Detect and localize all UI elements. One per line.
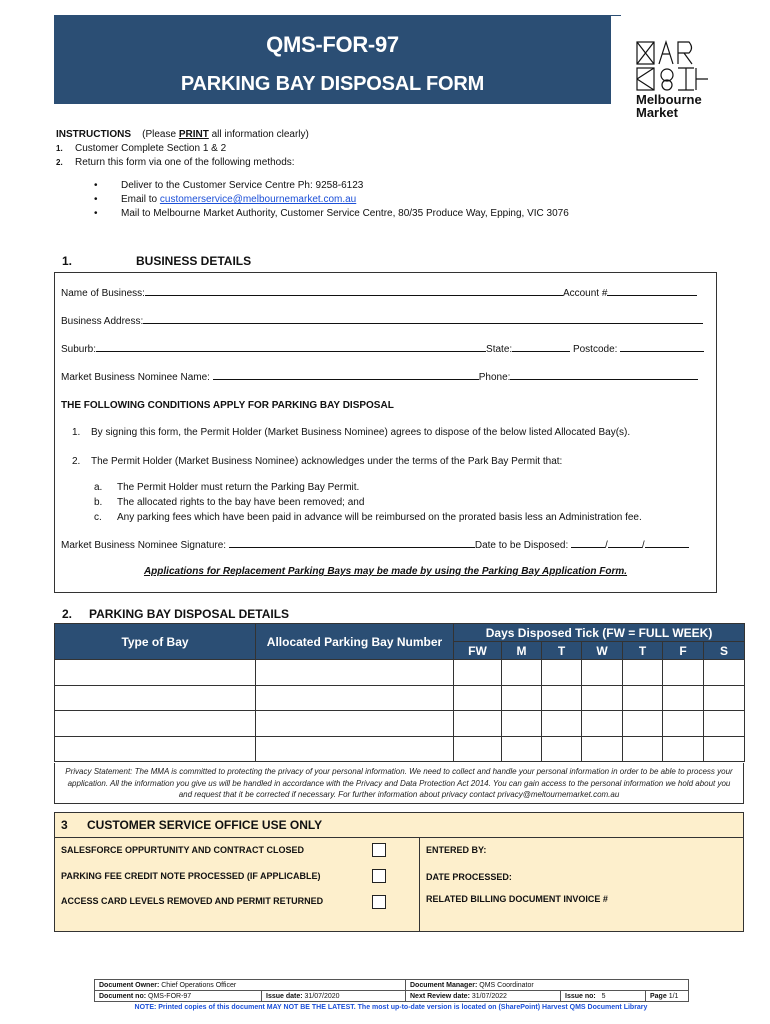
section3-number: 3 [61,818,68,832]
type-of-bay-cell[interactable] [55,711,256,737]
form-title: PARKING BAY DISPOSAL FORM [180,73,485,95]
table-row [55,660,745,686]
day-cell[interactable] [454,711,502,737]
business-address-label: Business Address: [61,316,144,327]
instruction-step [56,143,226,154]
suburb-field[interactable] [96,343,486,352]
day-cell[interactable] [502,660,542,686]
day-cell[interactable] [623,685,663,711]
day-header-fw: FW [454,642,502,660]
date-month-field[interactable] [608,539,642,548]
disposal-details-table [54,623,745,762]
method-deliver-text: Deliver to the Customer Service Centre Ph: 9258-6123 [121,180,364,191]
office-use-box [54,812,744,932]
salesforce-item: SALESFORCE OPPURTUNITY AND CONTRACT CLOSED [61,845,305,855]
doc-owner-value: Chief Operations Officer [161,981,237,989]
name-of-business-field[interactable] [145,287,563,296]
table-row [55,736,745,762]
page-label: Page [650,992,667,1000]
day-cell[interactable] [502,736,542,762]
day-cell[interactable] [704,685,745,711]
logo-word-line2: Market [636,105,678,120]
instruction-step [56,157,295,168]
day-cell[interactable] [454,736,502,762]
suburb-row [61,343,704,355]
subcondition-text: The allocated rights to the bay have been removed; and [117,497,365,508]
subcondition-item [94,482,359,493]
col-header-allocated-bay: Allocated Parking Bay Number [256,624,454,660]
section2-title: PARKING BAY DISPOSAL DETAILS [89,607,290,621]
phone-label: Phone: [478,372,511,383]
day-header-mon: M [502,642,542,660]
day-cell[interactable] [623,660,663,686]
day-cell[interactable] [663,711,704,737]
page-cell [646,991,689,1002]
day-cell[interactable] [542,736,582,762]
business-address-field[interactable] [143,315,703,324]
step-text: Customer Complete Section 1 & 2 [75,143,227,154]
date-day-field[interactable] [571,539,605,548]
access-card-item: ACCESS CARD LEVELS REMOVED AND PERMIT RETURNED [61,896,324,906]
state-label: State: [486,344,513,355]
subcondition-item [94,497,364,508]
date-disposed-label: Date to be Disposed: [474,540,569,551]
table-row [55,685,745,711]
table-row [55,711,745,737]
subcondition-item [94,512,642,523]
condition-number: 1. [72,427,81,438]
credit-note-item: PARKING FEE CREDIT NOTE PROCESSED (IF APPLICABLE) [61,871,321,881]
doc-manager-value: QMS Coordinator [479,981,534,989]
business-address-row [61,315,703,327]
review-date-cell [406,991,561,1002]
entered-by-label: ENTERED BY: [426,845,487,855]
type-of-bay-cell[interactable] [55,736,256,762]
col-header-days-disposed: Days Disposed Tick (FW = FULL WEEK) [454,624,745,642]
day-cell[interactable] [623,736,663,762]
nominee-name-label: Market Business Nominee Name: [61,372,210,383]
col-header-type-of-bay: Type of Bay [55,624,256,660]
method-mail-text: Mail to Melbourne Market Authority, Customer Service Centre, 80/35 Produce Way, Epping, VIC 3076 [121,208,569,219]
day-cell[interactable] [663,685,704,711]
day-cell[interactable] [582,711,623,737]
signature-row [61,539,689,551]
doc-manager-label: Document Manager: [410,981,478,989]
allocated-bay-cell[interactable] [256,711,454,737]
type-of-bay-cell[interactable] [55,660,256,686]
subcondition-text: The Permit Holder must return the Parking Bay Permit. [117,482,360,493]
date-year-field[interactable] [645,539,689,548]
step-number: 2. [56,158,63,167]
section3-title: CUSTOMER SERVICE OFFICE USE ONLY [87,818,323,832]
doc-manager-cell [406,980,689,991]
day-header-thu: T [623,642,663,660]
day-header-tue: T [542,642,582,660]
issue-no-cell [561,991,646,1002]
allocated-bay-cell[interactable] [256,660,454,686]
day-cell[interactable] [704,660,745,686]
doc-number-value: QMS-FOR-97 [148,992,192,1000]
issue-date-cell [262,991,406,1002]
condition-text: The Permit Holder (Market Business Nominee) acknowledges under the terms of the Park Bay Permit that: [91,456,563,467]
step-number: 1. [56,144,63,153]
nominee-name-field[interactable] [213,371,479,380]
day-cell[interactable] [704,736,745,762]
day-cell[interactable] [704,711,745,737]
day-cell[interactable] [663,736,704,762]
instructions-note-post: all information clearly) [208,129,309,140]
signature-label: Market Business Nominee Signature: [61,540,227,551]
doc-number-cell [95,991,262,1002]
issue-date-label: Issue date: [266,992,303,1000]
page-value: 1/1 [668,992,679,1000]
method-deliver [97,180,363,191]
printed-copy-note: NOTE: Printed copies of this document MAY NOT BE THE LATEST. The most up-to-date version is located on (SharePoint) Harvest QMS Document Library [134,1004,648,1011]
method-email-text: Email to [121,194,160,205]
day-cell[interactable] [542,660,582,686]
day-cell[interactable] [582,660,623,686]
account-field[interactable] [607,287,697,296]
instructions-note-print: PRINT [178,129,209,140]
day-cell[interactable] [502,685,542,711]
subcondition-letter: a. [94,482,103,493]
replacement-note: Applications for Replacement Parking Bays may be made by using the Parking Bay Application Form. [143,566,628,577]
signature-field[interactable] [229,539,475,548]
issue-date-value: 31/07/2020 [304,992,340,1000]
day-cell[interactable] [582,736,623,762]
day-header-wed: W [582,642,623,660]
section1-number: 1. [62,254,73,268]
day-cell[interactable] [454,685,502,711]
condition-item [72,456,562,467]
doc-owner-label: Document Owner: [99,981,160,989]
section1-title: BUSINESS DETAILS [136,254,252,268]
office-use-divider [419,838,420,931]
form-code: QMS-FOR-97 [266,32,399,57]
review-date-label: Next Review date: [410,992,470,1000]
related-invoice-label: RELATED BILLING DOCUMENT INVOICE # [426,894,608,904]
doc-number-label: Document no: [99,992,147,1000]
date-separator: / [605,540,608,551]
doc-owner-cell [95,980,406,991]
postcode-label: Postcode: [572,344,618,355]
day-header-fri: F [663,642,704,660]
date-separator: / [641,540,645,551]
subcondition-letter: c. [94,512,102,523]
instructions-label: INSTRUCTIONS [56,129,131,140]
account-label: Account # [562,288,608,299]
day-header-sat: S [704,642,745,660]
allocated-bay-cell[interactable] [256,685,454,711]
header-rule [611,15,621,16]
review-date-value: 31/07/2022 [471,992,507,1000]
credit-note-checkbox[interactable] [372,869,386,883]
date-processed-label: DATE PROCESSED: [426,872,512,882]
issue-no-label: Issue no: [565,992,596,1000]
method-mail [97,208,569,219]
section2-number: 2. [62,607,73,621]
step-text: Return this form via one of the following methods: [75,157,295,168]
suburb-label: Suburb: [61,344,97,355]
logo-wordmark [636,93,702,119]
postcode-field[interactable] [620,343,704,352]
allocated-bay-cell[interactable] [256,736,454,762]
day-cell[interactable] [623,711,663,737]
nominee-row [61,371,698,383]
subcondition-text: Any parking fees which have been paid in advance will be reimbursed on the prorated basis less an Administration fee. [117,512,642,523]
document-control-table [94,979,689,1002]
instructions-note-pre: (Please [142,129,179,140]
name-of-business-label: Name of Business: [61,288,145,299]
email-link[interactable]: customerservice@melbournemarket.com.au [159,194,357,205]
day-cell[interactable] [582,685,623,711]
day-cell[interactable] [542,711,582,737]
day-cell[interactable] [542,685,582,711]
type-of-bay-cell[interactable] [55,685,256,711]
day-cell[interactable] [454,660,502,686]
office-use-header [55,813,743,838]
issue-no-value: 5 [601,992,606,1000]
condition-number: 2. [72,456,81,467]
state-field[interactable] [512,343,570,352]
day-cell[interactable] [502,711,542,737]
condition-item [72,427,630,438]
name-of-business-row [61,287,697,299]
phone-field[interactable] [510,371,698,380]
conditions-heading: THE FOLLOWING CONDITIONS APPLY FOR PARKING BAY DISPOSAL [61,400,394,411]
subcondition-letter: b. [94,497,103,508]
instructions-heading [56,129,309,140]
day-cell[interactable] [663,660,704,686]
method-email [97,194,356,205]
logo-word-line1: Melbourne [636,92,702,107]
condition-text: By signing this form, the Permit Holder (Market Business Nominee) agrees to dispose of the below listed Allocated Bay(s). [91,427,631,438]
access-card-checkbox[interactable] [372,895,386,909]
salesforce-checkbox[interactable] [372,843,386,857]
privacy-statement: Privacy Statement: The MMA is committed to protecting the privacy of your personal information. We need to collect and handle your personal information in order to be able to process your application. All the information you give us will be handled in accordance with the Privacy and Data Protection Act 2014. You can gain access to the personal information we hold about you and request that it be corrected if necessary. For further information about privacy contact privacy@meltournemarket.com.au [54,763,744,804]
